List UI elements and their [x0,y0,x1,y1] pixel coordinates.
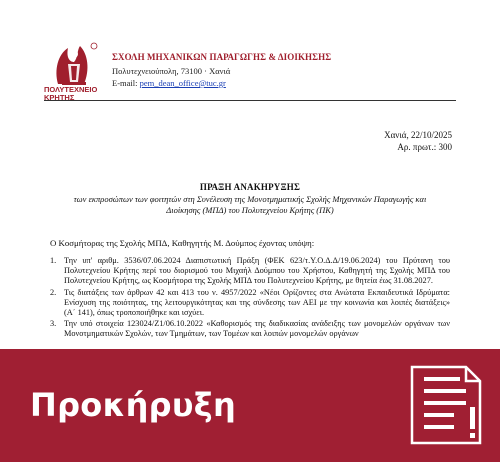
list-item-text: Τις διατάξεις των άρθρων 42 και 413 του ν. 4957/2022 «Νέοι Ορίζοντες στα Ανώτατα Εκπαιδευτικά Ιδρύματα: Ενίσχυση της ποιότητας, της λειτουργικότητας και της σύνδεσης των ΑΕΙ με την κοινωνία και λοιπές διατάξεις» (Α΄ 141), όπως τροποποιήθηκε και ισχύει. [64,287,450,318]
email-label: E-mail: [112,78,138,88]
document-alert-icon [404,363,488,447]
list-item-text: Την υπ' αριθμ. 3536/07.06.2024 Διαπιστωτική Πράξη (ΦΕΚ 623/τ.Υ.Ο.Δ.Δ/19.06.2024) του Πρύτανη του Πολυτεχνείου Κρήτης περί του διορισμού του Μιχαήλ Δούμπου του Χρήστου, Καθηγητή της Σχολής ΜΠΔ του Πολυτεχνείου Κρήτης, ως Κοσμήτορα της Σχολής ΜΠΔ του Πολυτεχνείου Κρήτης, με θητεία έως 31.08.2027. [64,256,450,286]
list-item [50,256,450,287]
list-item-text: Την υπό στοιχεία 123024/Ζ1/06.10.2022 «Καθορισμός της διαδικασίας ανάδειξης των μονομελών οργάνων των Μονοτμηματικών Σχολών, των Τμημάτων, των Τομέων και λοιπών μονομελών οργάνων [64,319,450,339]
school-name: ΣΧΟΛΗ ΜΗΧΑΝΙΚΩΝ ΠΑΡΑΓΩΓΗΣ & ΔΙΟΙΚΗΣΗΣ [112,52,332,62]
list-item-number: 3. [50,319,57,329]
list-item [50,288,450,319]
protocol-number: Αρ. πρωτ.: 300 [397,142,452,152]
list-item-number: 1. [50,256,57,265]
document-date: Χανιά, 22/10/2025 [384,130,452,140]
intro-text: Ο Κοσμήτορας της Σχολής ΜΠΔ, Καθηγητής Μ. Δούμπος έχοντας υπόψη: [50,238,315,248]
email-link[interactable]: pem_dean_office@tuc.gr [139,78,226,88]
email-row [112,78,226,88]
list-item-number: 2. [50,287,57,297]
document-title: ΠΡΑΞΗ ΑΝΑΚΗΡΥΞΗΣ [199,182,301,192]
school-address: Πολυτεχνειούπολη, 73100 · Χανιά [112,66,231,76]
banner-title: Προκήρυξη [30,386,237,424]
considerations-list [50,256,450,341]
logo-caption: ΠΟΛΥΤΕΧΝΕΙΟ ΚΡΗΤΗΣ [44,85,98,102]
list-item [50,319,450,339]
document-subtitle: των εκπροσώπων των φοιτητών στη Συνέλευση της Μονοτμηματικής Σχολής Μηχανικών Παραγωγής και Διοίκησης (ΜΠΔ) του Πολυτεχνείου Κρήτης (ΠΚ) [73,194,427,215]
header-divider [44,100,456,101]
